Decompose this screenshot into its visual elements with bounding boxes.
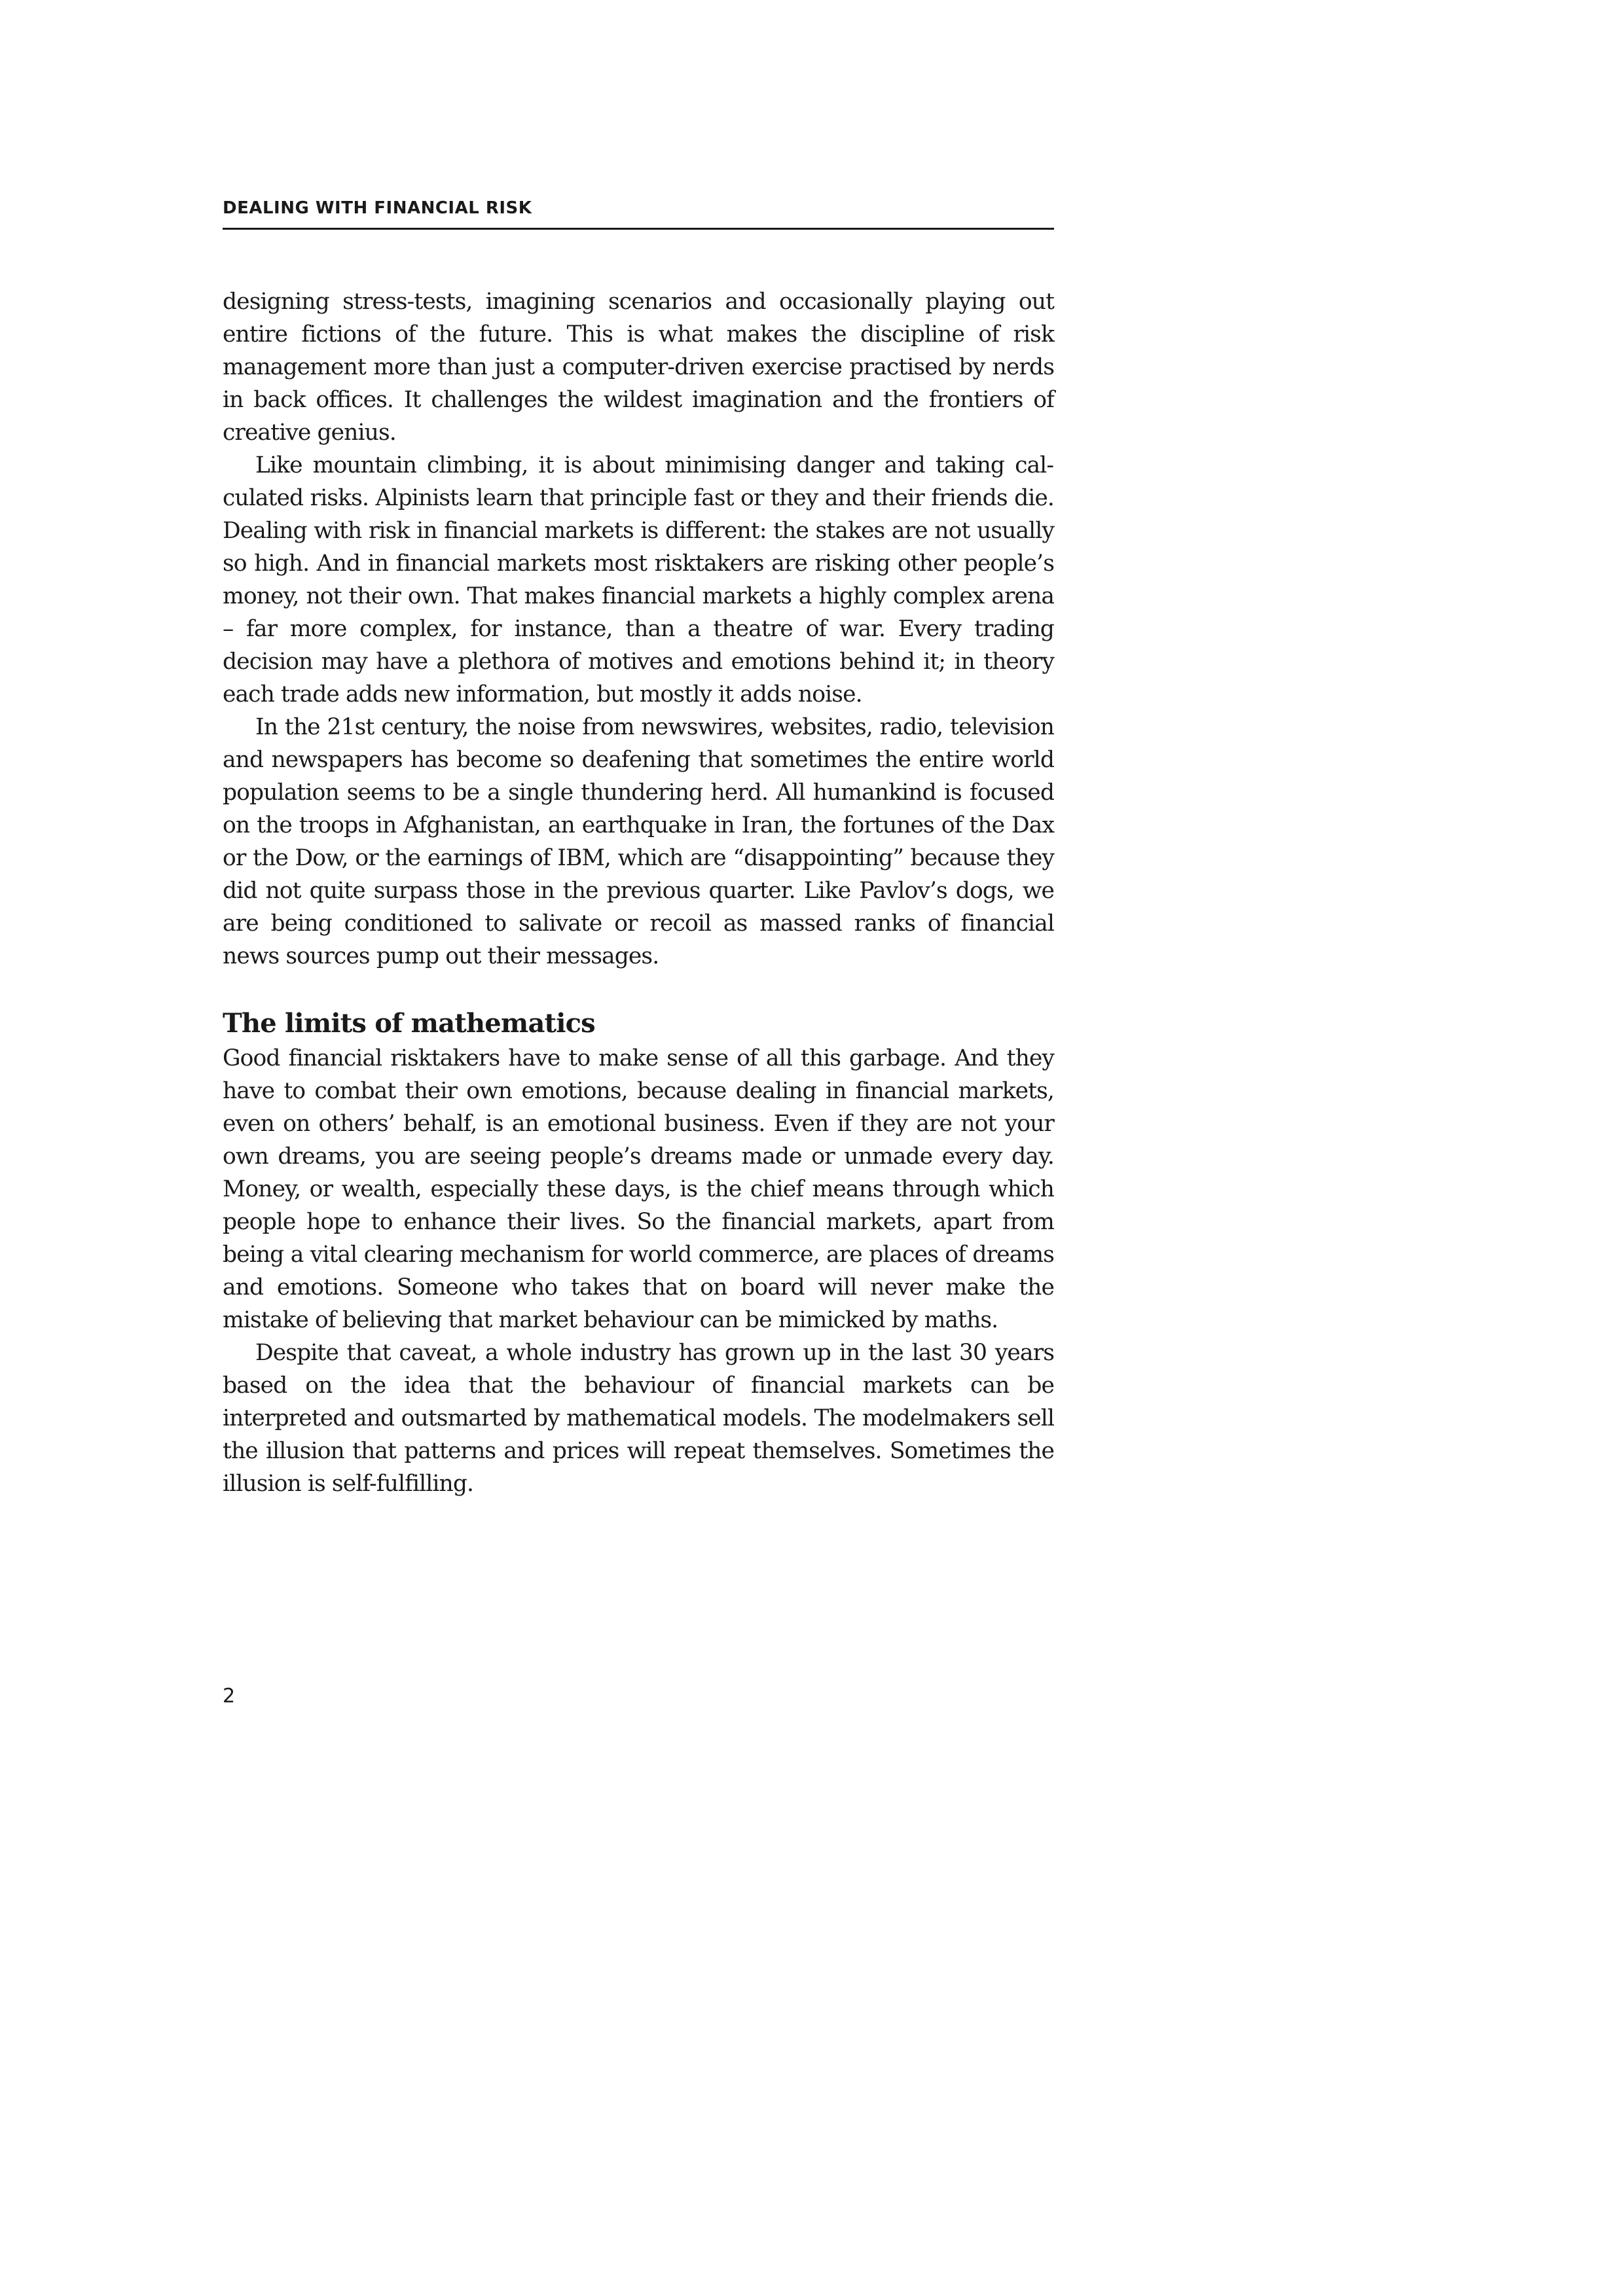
page-number: 2: [223, 1685, 236, 1708]
paragraph-1: designing stress-tests, imagining scenarios and occasionally playing out entire fictions of the future. This is what makes the discipline of risk management more than just a computer-driven exercise practised by nerds in back offices. It challenges the wildest imagination and the frontiers of creative genius.: [223, 289, 1054, 446]
body-text: [223, 285, 1054, 1500]
section-paragraph-1: Good financial risktakers have to make sense of all this garbage. And they have to combat their own emotions, because dealing in financial markets, even on others’ behalf, is an emotional business. Even if they are not your own dreams, you are seeing people’s dreams made or unmade every day. Money, or wealth, especially these days, is the chief means through which people hope to enhance their lives. So the financial markets, apart from being a vital clearing mechanism for world commerce, are places of dreams and emotions. Someone who takes that on board will never make the mistake of believing that market behaviour can be mimicked by maths.: [223, 1045, 1054, 1333]
section-paragraph-2: Despite that caveat, a whole industry has grown up in the last 30 years based on the idea that the behaviour of financial markets can be interpreted and outsmarted by mathematical models. The modelmakers sell the illusion that patterns and prices will repeat themselves. Sometimes the illusion is self-fulfilling.: [223, 1340, 1054, 1497]
paragraph-2: Like mountain climbing, it is about minimising danger and taking calculated risks. Alpinists learn that principle fast or they and their friends die. Dealing with risk in financial markets is different: the stakes are not usually so high. And in financial markets most risktakers are risking other people’s money, not their own. That makes financial markets a highly complex arena – far more complex, for instance, than a theatre of war. Every trading decision may have a plethora of motives and emotions behind it; in theory each trade adds new information, but mostly it adds noise.: [223, 452, 1054, 708]
section-heading: The limits of mathematics: [223, 1008, 595, 1039]
book-page: [223, 0, 1054, 2296]
paragraph-3: In the 21st century, the noise from newswires, websites, radio, television and newspapers has become so deafening that sometimes the entire world population seems to be a single thundering herd. All humankind is focused on the troops in Afghanistan, an earthquake in Iran, the fortunes of the Dax or the Dow, or the earnings of IBM, which are “disappointing” because they did not quite surpass those in the previous quarter. Like Pavlov’s dogs, we are being conditioned to salivate or recoil as massed ranks of financial news sources pump out their messages.: [223, 714, 1054, 969]
running-head: DEALING WITH FINANCIAL RISK: [223, 195, 1054, 230]
